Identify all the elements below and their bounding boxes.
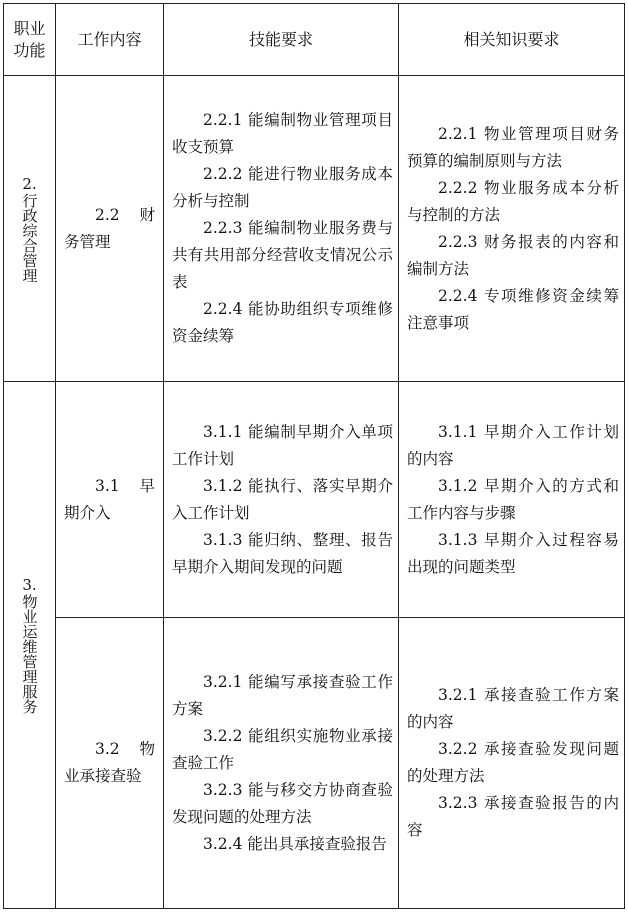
skills-cell	[164, 382, 398, 617]
skill-item: 3.2.4 能出具承接查验报告	[203, 834, 387, 853]
knowledge-item: 2.2.4 专项维修资金续筹注意事项	[407, 286, 619, 332]
skills-list	[172, 419, 393, 581]
work-content-cell	[56, 76, 163, 381]
function-name: 物业运维管理服务	[20, 594, 39, 714]
knowledge-item: 3.2.1 承接查验工作方案的内容	[407, 686, 619, 731]
skills-list	[172, 107, 393, 350]
skills-list	[172, 669, 393, 858]
header-content-label: 工作内容	[77, 29, 142, 49]
skills-cell	[164, 618, 398, 908]
header-function	[4, 4, 55, 75]
work-content-text: 2.2 财务管理	[64, 205, 155, 251]
knowledge-item: 2.2.1 物业管理项目财务预算的编制原则与方法	[407, 124, 619, 170]
skill-item: 2.2.1 能编制物业管理项目收支预算	[172, 111, 393, 156]
function-number: 3.	[22, 576, 37, 594]
skill-item: 3.1.1 能编制早期介入单项工作计划	[172, 422, 393, 468]
function-cell	[4, 76, 55, 381]
knowledge-cell	[399, 382, 624, 617]
skill-item: 3.2.2 能组织实施物业承接查验工作	[172, 726, 393, 772]
table-rule	[624, 3, 625, 909]
knowledge-item: 3.2.3 承接查验报告的内容	[407, 794, 619, 839]
skills-cell	[164, 76, 398, 381]
knowledge-item: 3.2.2 承接查验发现问题的处理方法	[407, 740, 619, 785]
header-skills	[164, 4, 398, 75]
knowledge-list	[407, 419, 619, 581]
knowledge-item: 2.2.2 物业服务成本分析与控制的方法	[407, 178, 619, 224]
header-knowledge	[399, 4, 624, 75]
skill-item: 3.2.1 能编写承接查验工作方案	[172, 672, 393, 718]
header-content	[56, 4, 163, 75]
skill-item: 3.1.3 能归纳、整理、报告早期介入期间发现的问题	[172, 530, 393, 576]
work-content-cell	[56, 382, 163, 617]
header-skills-label: 技能要求	[248, 29, 313, 49]
work-content-text: 3.1 早期介入	[64, 476, 155, 522]
skill-item: 2.2.3 能编制物业服务费与共有共用部分经营收支情况公示表	[172, 219, 393, 291]
skill-item: 2.2.2 能进行物业服务成本分析与控制	[172, 165, 393, 210]
function-number: 2.	[22, 174, 37, 193]
skill-item: 3.1.2 能执行、落实早期介入工作计划	[172, 476, 393, 522]
knowledge-list	[407, 121, 619, 337]
knowledge-item: 2.2.3 财务报表的内容和编制方法	[407, 232, 619, 278]
skill-item: 2.2.4 能协助组织专项维修资金续筹	[172, 300, 393, 345]
function-name: 行政综合管理	[20, 192, 39, 283]
skills-table	[3, 3, 625, 908]
work-content-text: 3.2 物业承接查验	[64, 740, 155, 785]
knowledge-item: 3.1.3 早期介入过程容易出现的问题类型	[407, 530, 619, 576]
knowledge-item: 3.1.2 早期介入的方式和工作内容与步骤	[407, 476, 619, 522]
knowledge-item: 3.1.1 早期介入工作计划的内容	[407, 422, 619, 468]
function-cell	[4, 382, 55, 908]
work-content-cell	[56, 618, 163, 908]
header-knowledge-label: 相关知识要求	[463, 29, 560, 49]
skill-item: 3.2.3 能与移交方协商查验发现问题的处理方法	[172, 780, 393, 826]
header-function-label: 职业功能	[13, 18, 46, 60]
knowledge-cell	[399, 618, 624, 908]
knowledge-list	[407, 682, 619, 844]
table-rule	[3, 908, 625, 909]
knowledge-cell	[399, 76, 624, 381]
